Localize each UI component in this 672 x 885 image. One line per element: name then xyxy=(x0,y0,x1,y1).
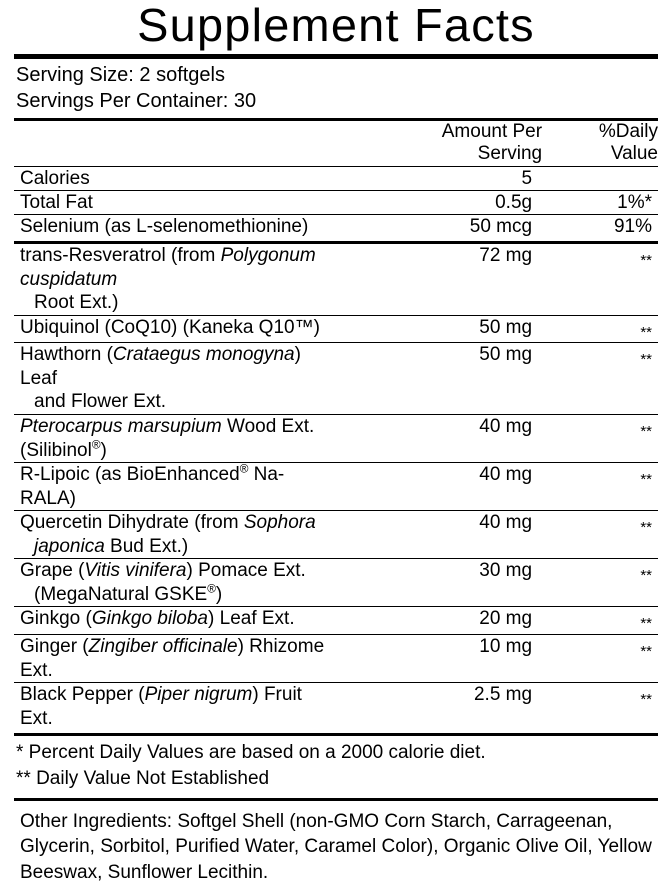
ingredient-daily-value: ** xyxy=(542,414,658,462)
header-amount-per-serving xyxy=(349,121,542,166)
ingredient-daily-value: ** xyxy=(640,252,652,270)
ingredient-daily-value: ** xyxy=(542,315,658,343)
nutrient-amount: 5 xyxy=(521,167,533,189)
ingredient-name: trans-Resveratrol (from Polygonum cuspidatum Root Ext.) xyxy=(20,245,316,314)
nutrient-daily-value: 91% xyxy=(542,214,658,238)
header-daily-value xyxy=(542,121,658,166)
ingredient-name: Pterocarpus marsupium Wood Ext. (Silibinol®) xyxy=(14,414,349,462)
table-row xyxy=(14,414,658,462)
table-row xyxy=(14,559,658,607)
nutrient-name: Total Fat xyxy=(14,190,349,214)
header-dv-line1: %Daily xyxy=(598,120,658,142)
ingredient-name: R-Lipoic (as BioEnhanced® Na-RALA) xyxy=(14,463,349,511)
ingredient-amount: 50 mg xyxy=(349,343,542,415)
nutrients-body xyxy=(14,167,658,239)
ingredient-name: Ginkgo (Ginkgo biloba) Leaf Ext. xyxy=(14,607,349,635)
ingredient-name: Grape (Vitis vinifera) Pomace Ext. (MegaNatural GSKE®) xyxy=(14,559,349,607)
ingredient-daily-value: ** xyxy=(542,683,658,731)
divider-top xyxy=(14,54,658,59)
ingredient-amount: 40 mg xyxy=(349,414,542,462)
footnote-dv-not-established: ** Daily Value Not Established xyxy=(16,767,270,789)
table-row xyxy=(14,634,658,682)
ingredient-daily-value: ** xyxy=(542,343,658,415)
facts-table xyxy=(14,121,658,166)
nutrients-table xyxy=(14,167,658,239)
nutrient-name: Calories xyxy=(20,167,90,189)
ingredient-name: Ubiquinol (CoQ10) (Kaneka Q10™) xyxy=(14,315,349,343)
serving-size: Serving Size: 2 softgels xyxy=(16,64,225,86)
nutrient-name: Selenium (as L-selenomethionine) xyxy=(14,214,349,238)
supplement-facts-panel xyxy=(0,2,672,885)
header-amount-line1: Amount Per xyxy=(441,120,543,142)
table-row xyxy=(14,315,658,343)
header-blank xyxy=(14,121,349,166)
ingredients-body xyxy=(14,244,658,730)
ingredient-amount: 20 mg xyxy=(349,607,542,635)
nutrient-daily-value: 1%* xyxy=(542,190,658,214)
ingredient-amount: 30 mg xyxy=(349,559,542,607)
table-row xyxy=(14,463,658,511)
ingredient-daily-value: ** xyxy=(542,463,658,511)
ingredient-daily-value: ** xyxy=(542,607,658,635)
ingredient-daily-value: ** xyxy=(542,559,658,607)
table-row xyxy=(14,607,658,635)
table-row xyxy=(14,244,658,315)
ingredient-amount: 50 mg xyxy=(349,315,542,343)
ingredient-amount: 2.5 mg xyxy=(349,683,542,731)
ingredient-daily-value: ** xyxy=(542,634,658,682)
other-ingredients: Other Ingredients: Softgel Shell (non-GMO Corn Starch, Carrageenan, Glycerin, Sorbitol, Purified Water, Caramel Color), Organic Olive Oil, Yellow Beeswax, Sunflower Lecithin. xyxy=(20,810,652,883)
ingredient-name: Quercetin Dihydrate (from Sophora japonica Bud Ext.) xyxy=(14,511,349,559)
ingredient-amount: 72 mg xyxy=(479,245,533,267)
table-row xyxy=(14,683,658,731)
table-row xyxy=(14,214,658,238)
header-dv-line2: Value xyxy=(610,143,658,165)
ingredient-name: Black Pepper (Piper nigrum) Fruit Ext. xyxy=(14,683,349,731)
table-row xyxy=(14,190,658,214)
header-amount-line2: Serving xyxy=(477,143,543,165)
ingredient-daily-value: ** xyxy=(542,511,658,559)
ingredient-amount: 10 mg xyxy=(349,634,542,682)
table-row xyxy=(14,343,658,415)
servings-per-container: Servings Per Container: 30 xyxy=(16,90,257,113)
footnotes xyxy=(14,736,658,794)
table-header-row xyxy=(14,121,658,166)
ingredient-amount: 40 mg xyxy=(349,463,542,511)
nutrient-daily-value xyxy=(542,167,658,191)
footnote-daily-value-basis: * Percent Daily Values are based on a 2000 calorie diet. xyxy=(16,742,486,764)
page-title: Supplement Facts xyxy=(137,0,535,51)
table-row xyxy=(14,511,658,559)
nutrient-amount: 50 mcg xyxy=(349,214,542,238)
ingredient-name: Ginger (Zingiber officinale) Rhizome Ext. xyxy=(14,634,349,682)
table-row xyxy=(14,167,658,191)
nutrient-amount: 0.5g xyxy=(349,190,542,214)
ingredients-table xyxy=(14,244,658,730)
ingredient-amount: 40 mg xyxy=(349,511,542,559)
ingredient-name: Hawthorn (Crataegus monogyna) Leaf and Flower Ext. xyxy=(14,343,349,415)
